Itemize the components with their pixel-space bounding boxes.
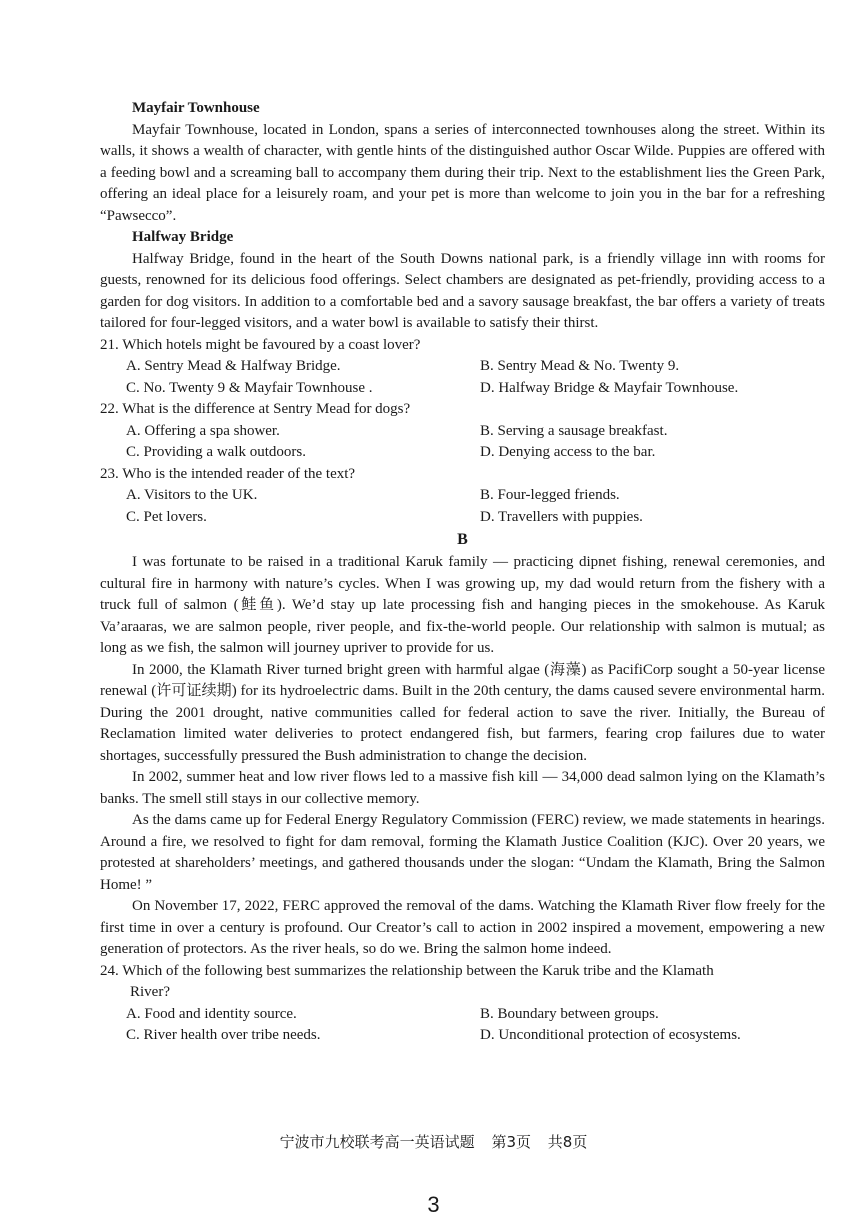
page-number: 3 (427, 1192, 440, 1217)
option-grid (100, 485, 825, 528)
passage-b-paragraph: On November 17, 2022, FERC approved the removal of the dams. Watching the Klamath River flow freely for the first time in over a century is profound. Our Creator’s call to action in 2002 inspired a movement, empowering a new generation of protectors. As the river heals, so do we. Bring the salmon home indeed. (100, 898, 825, 957)
option-b: B. Four-legged friends. (480, 487, 620, 503)
passage-b-paragraph: I was fortunate to be raised in a traditional Karuk family — practicing dipnet fishing, renewal ceremonies, and cultural fire in harmony with nature’s cycles. When I was growing up, my dad would return from the fishery with a truck full of salmon (鲑鱼). We’d stay up late processing fish and hanging pieces in the smokehouse. As Karuk Va’araaras, we are salmon people, river people, and fix-the-world people. Our relationship with salmon is mutual; as long as we fish, the salmon will journey upriver to provide for us. (100, 554, 825, 656)
option-d: D. Travellers with puppies. (480, 508, 643, 525)
option-d: D. Denying access to the bar. (480, 444, 656, 460)
question-24 (100, 961, 825, 1047)
passage-b-paragraph: In 2000, the Klamath River turned bright green with harmful algae (海藻) as PacifiCorp sought a 50-year license renewal (许可证续期) for its hydroelectric dams. Built in the 20th century, the dams caused severe environmental harm. During the 2001 drought, native communities called for federal action to save the river. Initially, the Bureau of Reclamation limited water deliveries to protect endangered fish, but farmers, fearing crop failures due to water shortages, successfully pressured the Bush administration to change the decision. (100, 661, 825, 764)
total-pages-label: 共8页 (547, 1133, 588, 1151)
option-c: C. No. Twenty 9 & Mayfair Townhouse . (126, 379, 373, 396)
page-footer (0, 1132, 867, 1152)
option-a: A. Visitors to the UK. (126, 487, 258, 503)
question-stem: 23. Who is the intended reader of the text? (100, 465, 356, 482)
exam-title: 宁波市九校联考高一英语试题 (279, 1133, 475, 1151)
hotel-title-halfway: Halfway Bridge (132, 229, 234, 245)
option-d: D. Halfway Bridge & Mayfair Townhouse. (480, 379, 739, 396)
option-a: A. Offering a spa shower. (126, 422, 280, 439)
page-label: 第3页 (491, 1133, 531, 1151)
question-23 (100, 464, 825, 529)
hotel-text-mayfair: Mayfair Townhouse, located in London, spans a series of interconnected townhouses along the street. Within its walls, it shows a wealth of character, with gentle hints of the distinguished author Oscar Wilde. Puppies are offered with a feeding bowl and a screaming ball to accompany them during their trip. Next to the establishment lies the Green Park, offering an ideal place for a leisurely roam, and your pet is more than welcome to join you in the bar for a refreshing “Pawsecco”. (100, 121, 825, 224)
question-stem-line1: 24. Which of the following best summarizes the relationship between the Karuk tribe and the Klamath (100, 962, 714, 979)
hotel-text-halfway: Halfway Bridge, found in the heart of the South Downs national park, is a friendly village inn with rooms for guests, renowned for its delicious food offerings. Select chambers are designated as pet-friendly, providing access to a garden for dog visitors. In addition to a comfortable bed and a savory sausage breakfast, the bar offers a variety of treats tailored for four-legged visitors, and a water bowl is available to satisfy their thirst. (100, 250, 825, 331)
option-b: B. Boundary between groups. (480, 1005, 659, 1022)
hotel-title-mayfair: Mayfair Townhouse (132, 100, 260, 116)
question-22 (100, 399, 825, 464)
passage-b-paragraph: In 2002, summer heat and low river flows led to a massive fish kill — 34,000 dead salmon lying on the Klamath’s banks. The smell still stays in our collective memory. (100, 769, 825, 807)
option-b: B. Serving a sausage breakfast. (480, 422, 668, 439)
question-21 (100, 335, 825, 400)
option-grid (100, 356, 825, 399)
option-d: D. Unconditional protection of ecosystems. (480, 1027, 741, 1043)
question-stem-line2: River? (130, 984, 170, 1000)
option-c: C. River health over tribe needs. (126, 1027, 321, 1043)
option-grid (100, 421, 825, 464)
question-stem: 21. Which hotels might be favoured by a coast lover? (100, 336, 421, 353)
option-grid (100, 1004, 825, 1047)
page-content (100, 98, 825, 1047)
section-letter-b: B (457, 531, 468, 548)
option-a: A. Food and identity source. (126, 1005, 297, 1022)
passage-b-paragraph: As the dams came up for Federal Energy Regulatory Commission (FERC) review, we made statements in hearings. Around a fire, we resolved to fight for dam removal, forming the Klamath Justice Coalition (KJC). Over 20 years, we protested at shareholders’ meetings, and gathered thousands under the slogan: “Undam the Klamath, Bring the Salmon Home! ” (100, 812, 825, 893)
option-a: A. Sentry Mead & Halfway Bridge. (126, 358, 341, 374)
option-c: C. Pet lovers. (126, 508, 207, 525)
option-c: C. Providing a walk outdoors. (126, 444, 306, 460)
option-b: B. Sentry Mead & No. Twenty 9. (480, 358, 680, 374)
question-stem: 22. What is the difference at Sentry Mead for dogs? (100, 401, 411, 417)
